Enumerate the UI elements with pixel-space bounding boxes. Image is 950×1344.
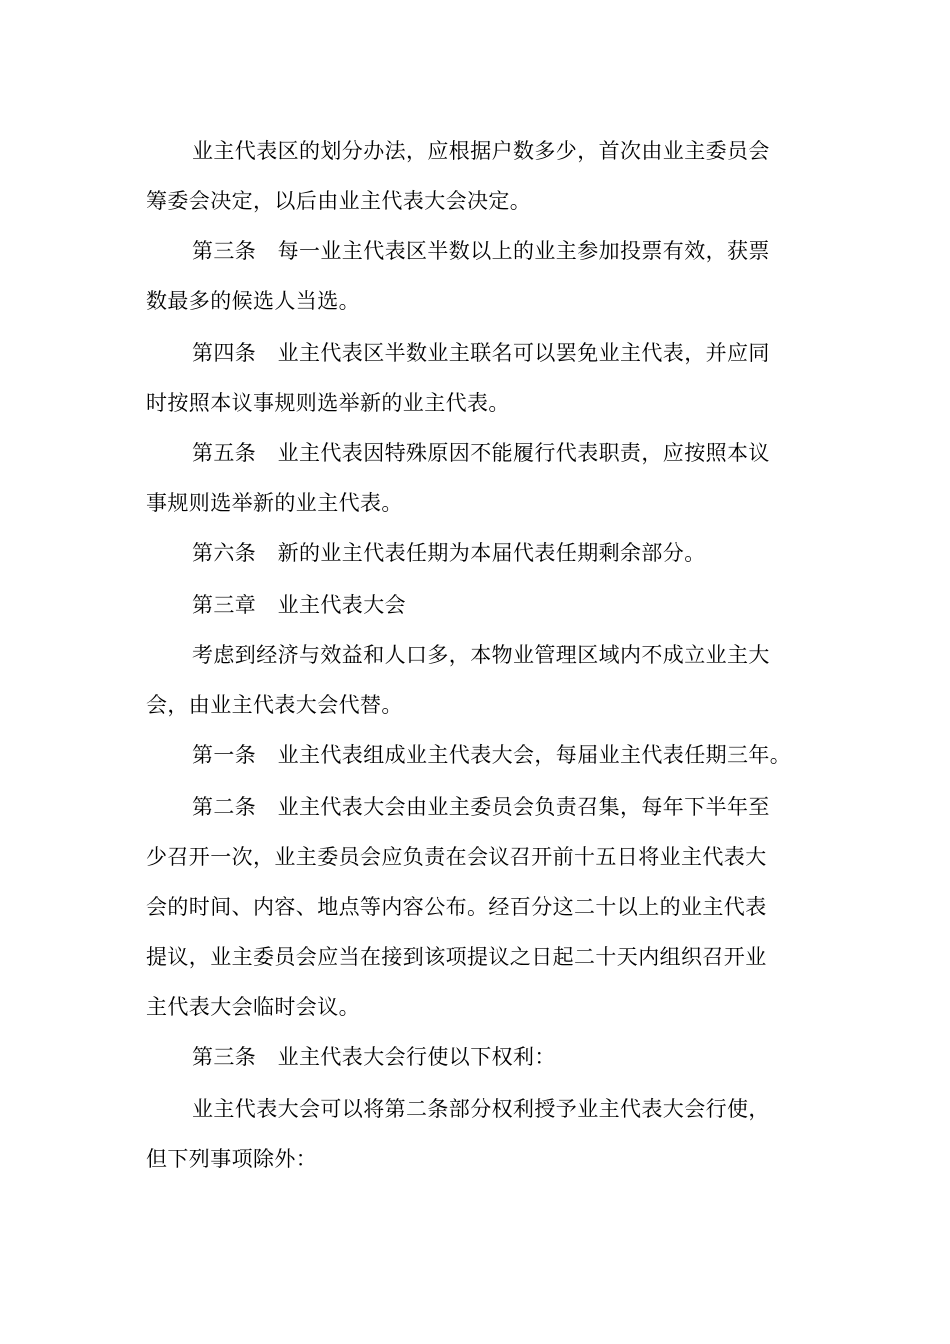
paragraph-line: 业主代表大会可以将第二条部分权利授予业主代表大会行使， xyxy=(192,1097,770,1121)
article-line: 第五条 业主代表因特殊原因不能履行代表职责，应按照本议 xyxy=(192,441,770,465)
paragraph-line: 筹委会决定，以后由业主代表大会决定。 xyxy=(146,189,532,213)
paragraph-line: 会的时间、内容、地点等内容公布。经百分这二十以上的业主代表 xyxy=(146,895,767,919)
article-line: 第四条 业主代表区半数业主联名可以罢免业主代表，并应同 xyxy=(192,341,770,365)
article-line: 第六条 新的业主代表任期为本届代表任期剩余部分。 xyxy=(192,541,706,565)
paragraph-line: 业主代表区的划分办法，应根据户数多少，首次由业主委员会 xyxy=(192,139,770,163)
article-line: 第一条 业主代表组成业主代表大会，每届业主代表任期三年。 xyxy=(192,743,792,767)
paragraph-line: 数最多的候选人当选。 xyxy=(146,289,360,313)
article-line: 第二条 业主代表大会由业主委员会负责召集，每年下半年至 xyxy=(192,795,770,819)
article-line: 第三条 每一业主代表区半数以上的业主参加投票有效，获票 xyxy=(192,239,770,263)
article-line: 第三条 业主代表大会行使以下权利： xyxy=(192,1045,556,1069)
paragraph-line: 考虑到经济与效益和人口多，本物业管理区域内不成立业主大 xyxy=(192,643,770,667)
paragraph-line: 会，由业主代表大会代替。 xyxy=(146,693,403,717)
paragraph-line: 时按照本议事规则选举新的业主代表。 xyxy=(146,391,510,415)
chapter-heading: 第三章 业主代表大会 xyxy=(192,593,406,617)
paragraph-line: 但下列事项除外： xyxy=(146,1147,318,1171)
paragraph-line: 提议，业主委员会应当在接到该项提议之日起二十天内组织召开业 xyxy=(146,945,767,969)
paragraph-line: 事规则选举新的业主代表。 xyxy=(146,491,403,515)
paragraph-line: 少召开一次，业主委员会应负责在会议召开前十五日将业主代表大 xyxy=(146,845,767,869)
paragraph-line: 主代表大会临时会议。 xyxy=(146,995,360,1019)
